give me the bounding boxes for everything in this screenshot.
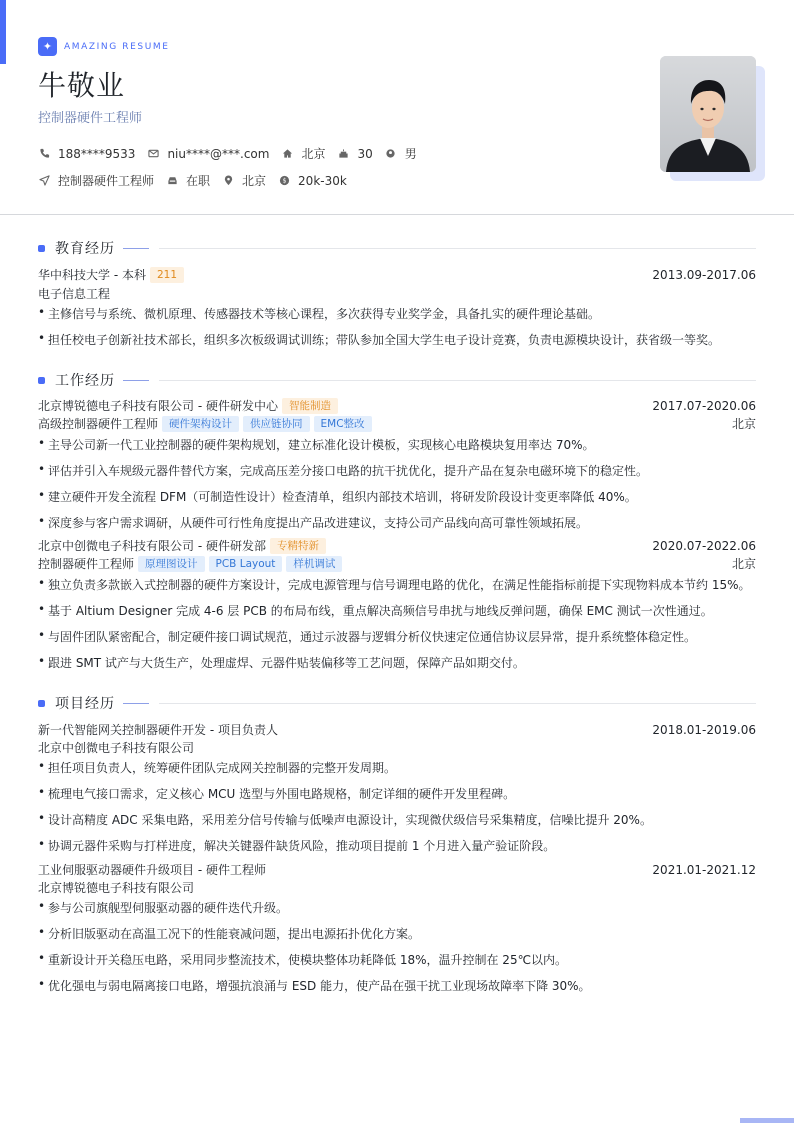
contact-gender <box>385 145 417 162</box>
list-item: • 跟进 SMT 试产与大货生产，处理虚焊、元器件贴装偏移等工艺问题，保障产品如期交付。 <box>38 654 525 670</box>
accent-bar <box>0 0 6 64</box>
phone-icon <box>38 148 50 160</box>
company-name: 北京中创微电子科技有限公司 - 硬件研发部 <box>38 539 266 553</box>
project-name: 新一代智能网关控制器硬件开发 - 项目负责人 <box>38 723 278 737</box>
education-date: 2013.09-2017.06 <box>652 267 756 282</box>
inbox-icon <box>166 175 178 187</box>
intent-status-value: 在职 <box>186 174 211 188</box>
brand-text: AMAZING RESUME <box>64 41 170 52</box>
svg-text:$: $ <box>282 176 287 185</box>
work-section-header <box>38 370 756 390</box>
job-location: 北京 <box>731 417 756 431</box>
list-item: • 基于 Altium Designer 完成 4-6 层 PCB 的布局布线，重点解决高频信号串扰与地线反弹问题，确保 EMC 测试一次性通过。 <box>38 602 713 618</box>
cake-icon <box>337 148 349 160</box>
list-item: • 分析旧版驱动在高温工况下的性能衰减问题，提出电源拓扑优化方案。 <box>38 925 421 941</box>
education-school-row <box>38 266 756 283</box>
list-item: • 深度参与客户需求调研，从硬件可行性角度提出产品改进建议，支持公司产品线向高可靠性领域拓展。 <box>38 514 589 530</box>
list-item: • 独立负责多款嵌入式控制器的硬件方案设计，完成电源管理与信号调理电路的优化，在满足性能指标前提下实现物料成本节约 15%。 <box>38 576 751 592</box>
section-rule <box>159 248 756 249</box>
section-rule <box>159 703 756 704</box>
intent-location <box>222 172 266 189</box>
section-title: 项目经历 <box>55 696 115 712</box>
job-location: 北京 <box>731 557 756 571</box>
projects-section-header <box>38 693 756 713</box>
section-bullet <box>38 700 45 707</box>
project-date: 2018.01-2019.06 <box>652 722 756 737</box>
major: 电子信息工程 <box>38 287 111 301</box>
list-item: • 重新设计开关稳压电路，采用同步整流技术，使模块整体功耗降低 18%，温升控制在 25℃以内。 <box>38 951 568 967</box>
company-name: 北京博锐德电子科技有限公司 - 硬件研发中心 <box>38 399 278 413</box>
intent-status <box>166 172 210 189</box>
job-intent-row <box>38 172 359 189</box>
mail-icon <box>147 148 159 160</box>
job-position-row <box>38 415 756 432</box>
job-position: 高级控制器硬件工程师 <box>38 417 159 431</box>
section-rule <box>159 380 756 381</box>
job-company-row <box>38 537 756 554</box>
contact-city <box>281 145 325 162</box>
list-item: • 担任校电子创新社技术部长，组织多次板级调试训练；带队参加全国大学生电子设计竞赛，负责电源模块设计，获省级一等奖。 <box>38 331 721 347</box>
school-tag: 211 <box>150 267 184 283</box>
project-date: 2021.01-2021.12 <box>652 862 756 877</box>
section-title: 工作经历 <box>55 373 115 389</box>
list-item: • 主修信号与系统、微机原理、传感器技术等核心课程，多次获得专业奖学金，具备扎实的硬件理论基础。 <box>38 305 601 321</box>
intent-position-value: 控制器硬件工程师 <box>58 174 155 188</box>
header-divider <box>0 214 794 215</box>
intent-position <box>38 172 154 189</box>
gender-icon <box>385 148 397 160</box>
profile-photo <box>660 56 756 172</box>
project-company-row <box>38 739 756 756</box>
brand <box>38 37 170 56</box>
list-item: • 担任项目负责人，统筹硬件团队完成网关控制器的完整开发周期。 <box>38 759 397 775</box>
project-company-row <box>38 879 756 896</box>
project-name-row <box>38 861 756 878</box>
job-company-row <box>38 397 756 414</box>
section-rule <box>123 703 149 704</box>
job-position: 控制器硬件工程师 <box>38 557 135 571</box>
project-name-row <box>38 721 756 738</box>
sparkle-icon: ✦ <box>38 37 57 56</box>
project-name: 工业伺服驱动器硬件升级项目 - 硬件工程师 <box>38 863 266 877</box>
contact-phone <box>38 147 135 161</box>
salary-icon <box>278 175 290 187</box>
list-item: • 评估并引入车规级元器件替代方案，完成高压差分接口电路的抗干扰优化，提升产品在复杂电磁环境下的稳定性。 <box>38 462 649 478</box>
list-item: • 优化强电与弱电隔离接口电路，增强抗浪涌与 ESD 能力，使产品在强干扰工业现场故障率下降 30%。 <box>38 977 591 993</box>
company-tag: 智能制造 <box>282 398 338 414</box>
skill-tag: PCB Layout <box>209 556 283 572</box>
footer-accent-bar <box>740 1118 794 1123</box>
job-date: 2017.07-2020.06 <box>652 398 756 413</box>
skill-tag: 样机调试 <box>286 556 342 572</box>
skill-tag: 硬件架构设计 <box>162 416 239 432</box>
job-date: 2020.07-2022.06 <box>652 538 756 553</box>
list-item: • 与固件团队紧密配合，制定硬件接口调试规范，通过示波器与逻辑分析仪快速定位通信协议层异常，提升系统整体稳定性。 <box>38 628 697 644</box>
city-value: 北京 <box>301 147 326 161</box>
company-tag: 专精特新 <box>270 538 326 554</box>
education-section-header <box>38 238 756 258</box>
skill-tag: EMC整改 <box>314 416 372 432</box>
section-rule <box>123 248 149 249</box>
list-item: • 建立硬件开发全流程 DFM（可制造性设计）检查清单，组织内部技术培训，将研发阶段设计变更率降低 40%。 <box>38 488 637 504</box>
intent-salary <box>278 174 347 188</box>
intent-salary-value: 20k-30k <box>298 173 347 188</box>
list-item: • 主导公司新一代工业控制器的硬件架构规划，建立标准化设计模板，实现核心电路模块复用率达 70%。 <box>38 436 595 452</box>
education-major-row <box>38 285 756 302</box>
age-value: 30 <box>357 146 373 161</box>
candidate-title: 控制器硬件工程师 <box>38 111 143 126</box>
list-item: • 梳理电气接口需求，定义核心 MCU 选型与外围电路规格，制定详细的硬件开发里程碑。 <box>38 785 516 801</box>
contact-row <box>38 145 429 162</box>
list-item: • 设计高精度 ADC 采集电路，采用差分信号传输与低噪声电源设计，实现微伏级信号采集精度，信噪比提升 20%。 <box>38 811 652 827</box>
project-company: 北京中创微电子科技有限公司 <box>38 741 195 755</box>
intent-location-value: 北京 <box>242 174 267 188</box>
list-item: • 协调元器件采购与打样进度，解决关键器件缺货风险，推动项目提前 1 个月进入量产验证阶段。 <box>38 837 556 853</box>
list-item: • 参与公司旗舰型伺服驱动器的硬件迭代升级。 <box>38 899 289 915</box>
section-bullet <box>38 377 45 384</box>
contact-age <box>337 147 372 161</box>
gender-value: 男 <box>404 147 417 161</box>
phone-value: 188****9533 <box>58 146 136 161</box>
send-icon <box>38 175 50 187</box>
school-name: 华中科技大学 - 本科 <box>38 268 146 282</box>
skill-tag: 供应链协同 <box>243 416 310 432</box>
section-bullet <box>38 245 45 252</box>
skill-tag: 原理图设计 <box>138 556 205 572</box>
contact-email <box>147 147 269 161</box>
home-icon <box>281 148 293 160</box>
project-company: 北京博锐德电子科技有限公司 <box>38 881 195 895</box>
location-icon <box>222 175 234 187</box>
candidate-name: 牛敬业 <box>38 69 126 102</box>
job-position-row <box>38 555 756 572</box>
section-title: 教育经历 <box>55 241 115 257</box>
email-value: niu****@***.com <box>167 146 270 161</box>
section-rule <box>123 380 149 381</box>
